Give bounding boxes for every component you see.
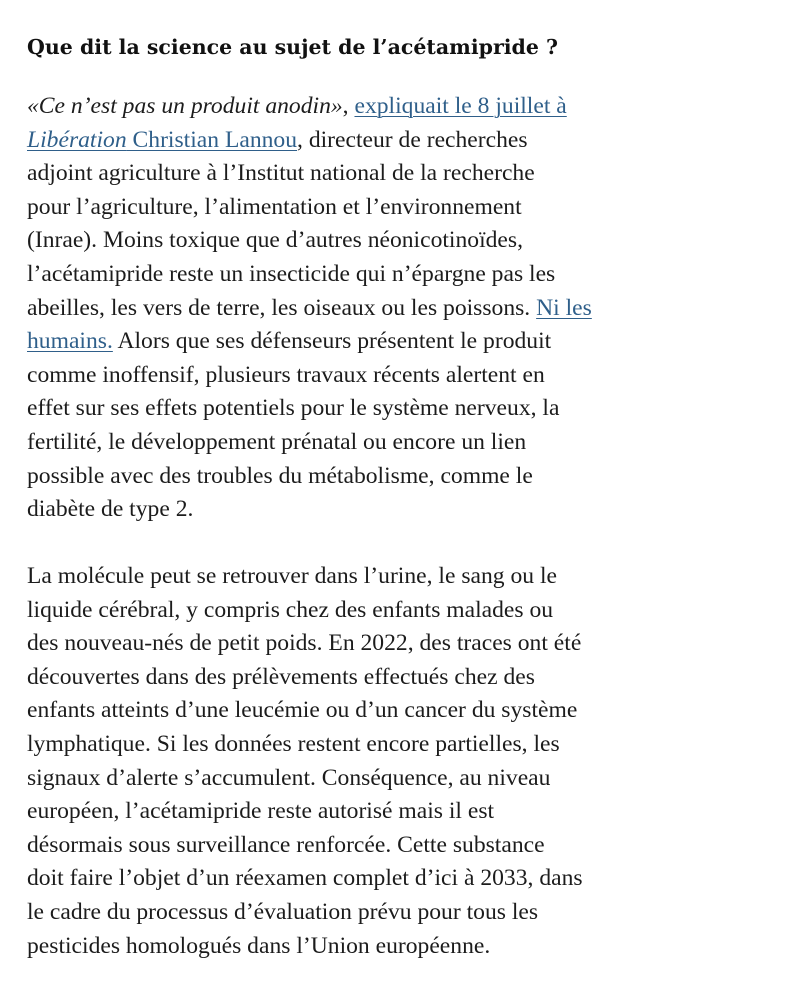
paragraph-line: l’acétamipride reste un insecticide qui n’épargne pas les xyxy=(27,260,556,287)
quote-separator: , xyxy=(342,93,355,119)
publication-name: Libération xyxy=(27,126,127,153)
paragraph-line: adjoint agriculture à l’Institut national de la recherche xyxy=(27,160,535,187)
quote-text: «Ce n’est pas un produit anodin» xyxy=(27,93,343,119)
paragraph-line: effet sur ses effets potentiels pour le système nerveux, la xyxy=(27,395,560,422)
paragraph-line: La molécule peut se retrouver dans l’urine, le sang ou le xyxy=(27,563,558,589)
line-text: , directeur de recherches xyxy=(297,126,528,153)
paragraph-line: (Inrae). Moins toxique que d’autres néonicotinoïdes, xyxy=(27,227,523,254)
paragraph-line xyxy=(27,292,592,326)
paragraph-line: enfants atteints d’une leucémie ou d’un cancer du système xyxy=(27,697,578,724)
line-text: abeilles, les vers de terre, les oiseaux ou les poissons. xyxy=(27,294,537,321)
humains-link-continued[interactable]: humains. xyxy=(27,328,113,355)
paragraph-line: signaux d’alerte s’accumulent. Conséquence, au niveau xyxy=(27,764,551,791)
line-text: Alors que ses défenseurs présentent le produit xyxy=(112,328,552,355)
paragraph-line: possible avec des troubles du métabolisme, comme le xyxy=(27,462,533,489)
link-text: Christian Lannou xyxy=(126,126,298,153)
paragraph-line: désormais sous surveillance renforcée. Cette substance xyxy=(27,831,545,858)
liberation-article-link-continued[interactable] xyxy=(27,127,297,153)
paragraph-line: lymphatique. Si les données restent encore partielles, les xyxy=(27,730,560,757)
paragraph-line: pour l’agriculture, l’alimentation et l’environnement xyxy=(27,193,522,220)
paragraph-line: des nouveau-nés de petit poids. En 2022, des traces ont été xyxy=(27,630,582,657)
paragraph-line: fertilité, le développement prénatal ou encore un lien xyxy=(27,428,527,455)
paragraph-line: liquide cérébral, y compris chez des enfants malades ou xyxy=(27,596,554,623)
paragraph-line xyxy=(27,325,592,359)
paragraph-line: doit faire l’objet d’un réexamen complet d’ici à 2033, dans xyxy=(27,865,583,892)
humains-link[interactable]: Ni les xyxy=(536,294,592,321)
paragraph-line: le cadre du processus d’évaluation prévu pour tous les xyxy=(27,898,539,925)
paragraph-line: diabète de type 2. xyxy=(27,496,194,523)
paragraph-2 xyxy=(27,560,583,963)
paragraph-line: pesticides homologués dans l’Union européenne. xyxy=(27,932,491,959)
paragraph-line: européen, l’acétamipride reste autorisé mais il est xyxy=(27,798,495,825)
liberation-article-link[interactable] xyxy=(354,93,566,119)
paragraph-line: comme inoffensif, plusieurs travaux récents alertent en xyxy=(27,361,545,388)
paragraph-line xyxy=(27,90,592,124)
paragraph-1 xyxy=(27,90,592,527)
section-heading: Que dit la science au sujet de l’acétamipride ? xyxy=(27,35,559,59)
paragraph-line: découvertes dans des prélèvements effectués chez des xyxy=(27,663,535,690)
link-text: expliquait le 8 juillet à xyxy=(354,93,567,119)
paragraph-line xyxy=(27,124,592,158)
